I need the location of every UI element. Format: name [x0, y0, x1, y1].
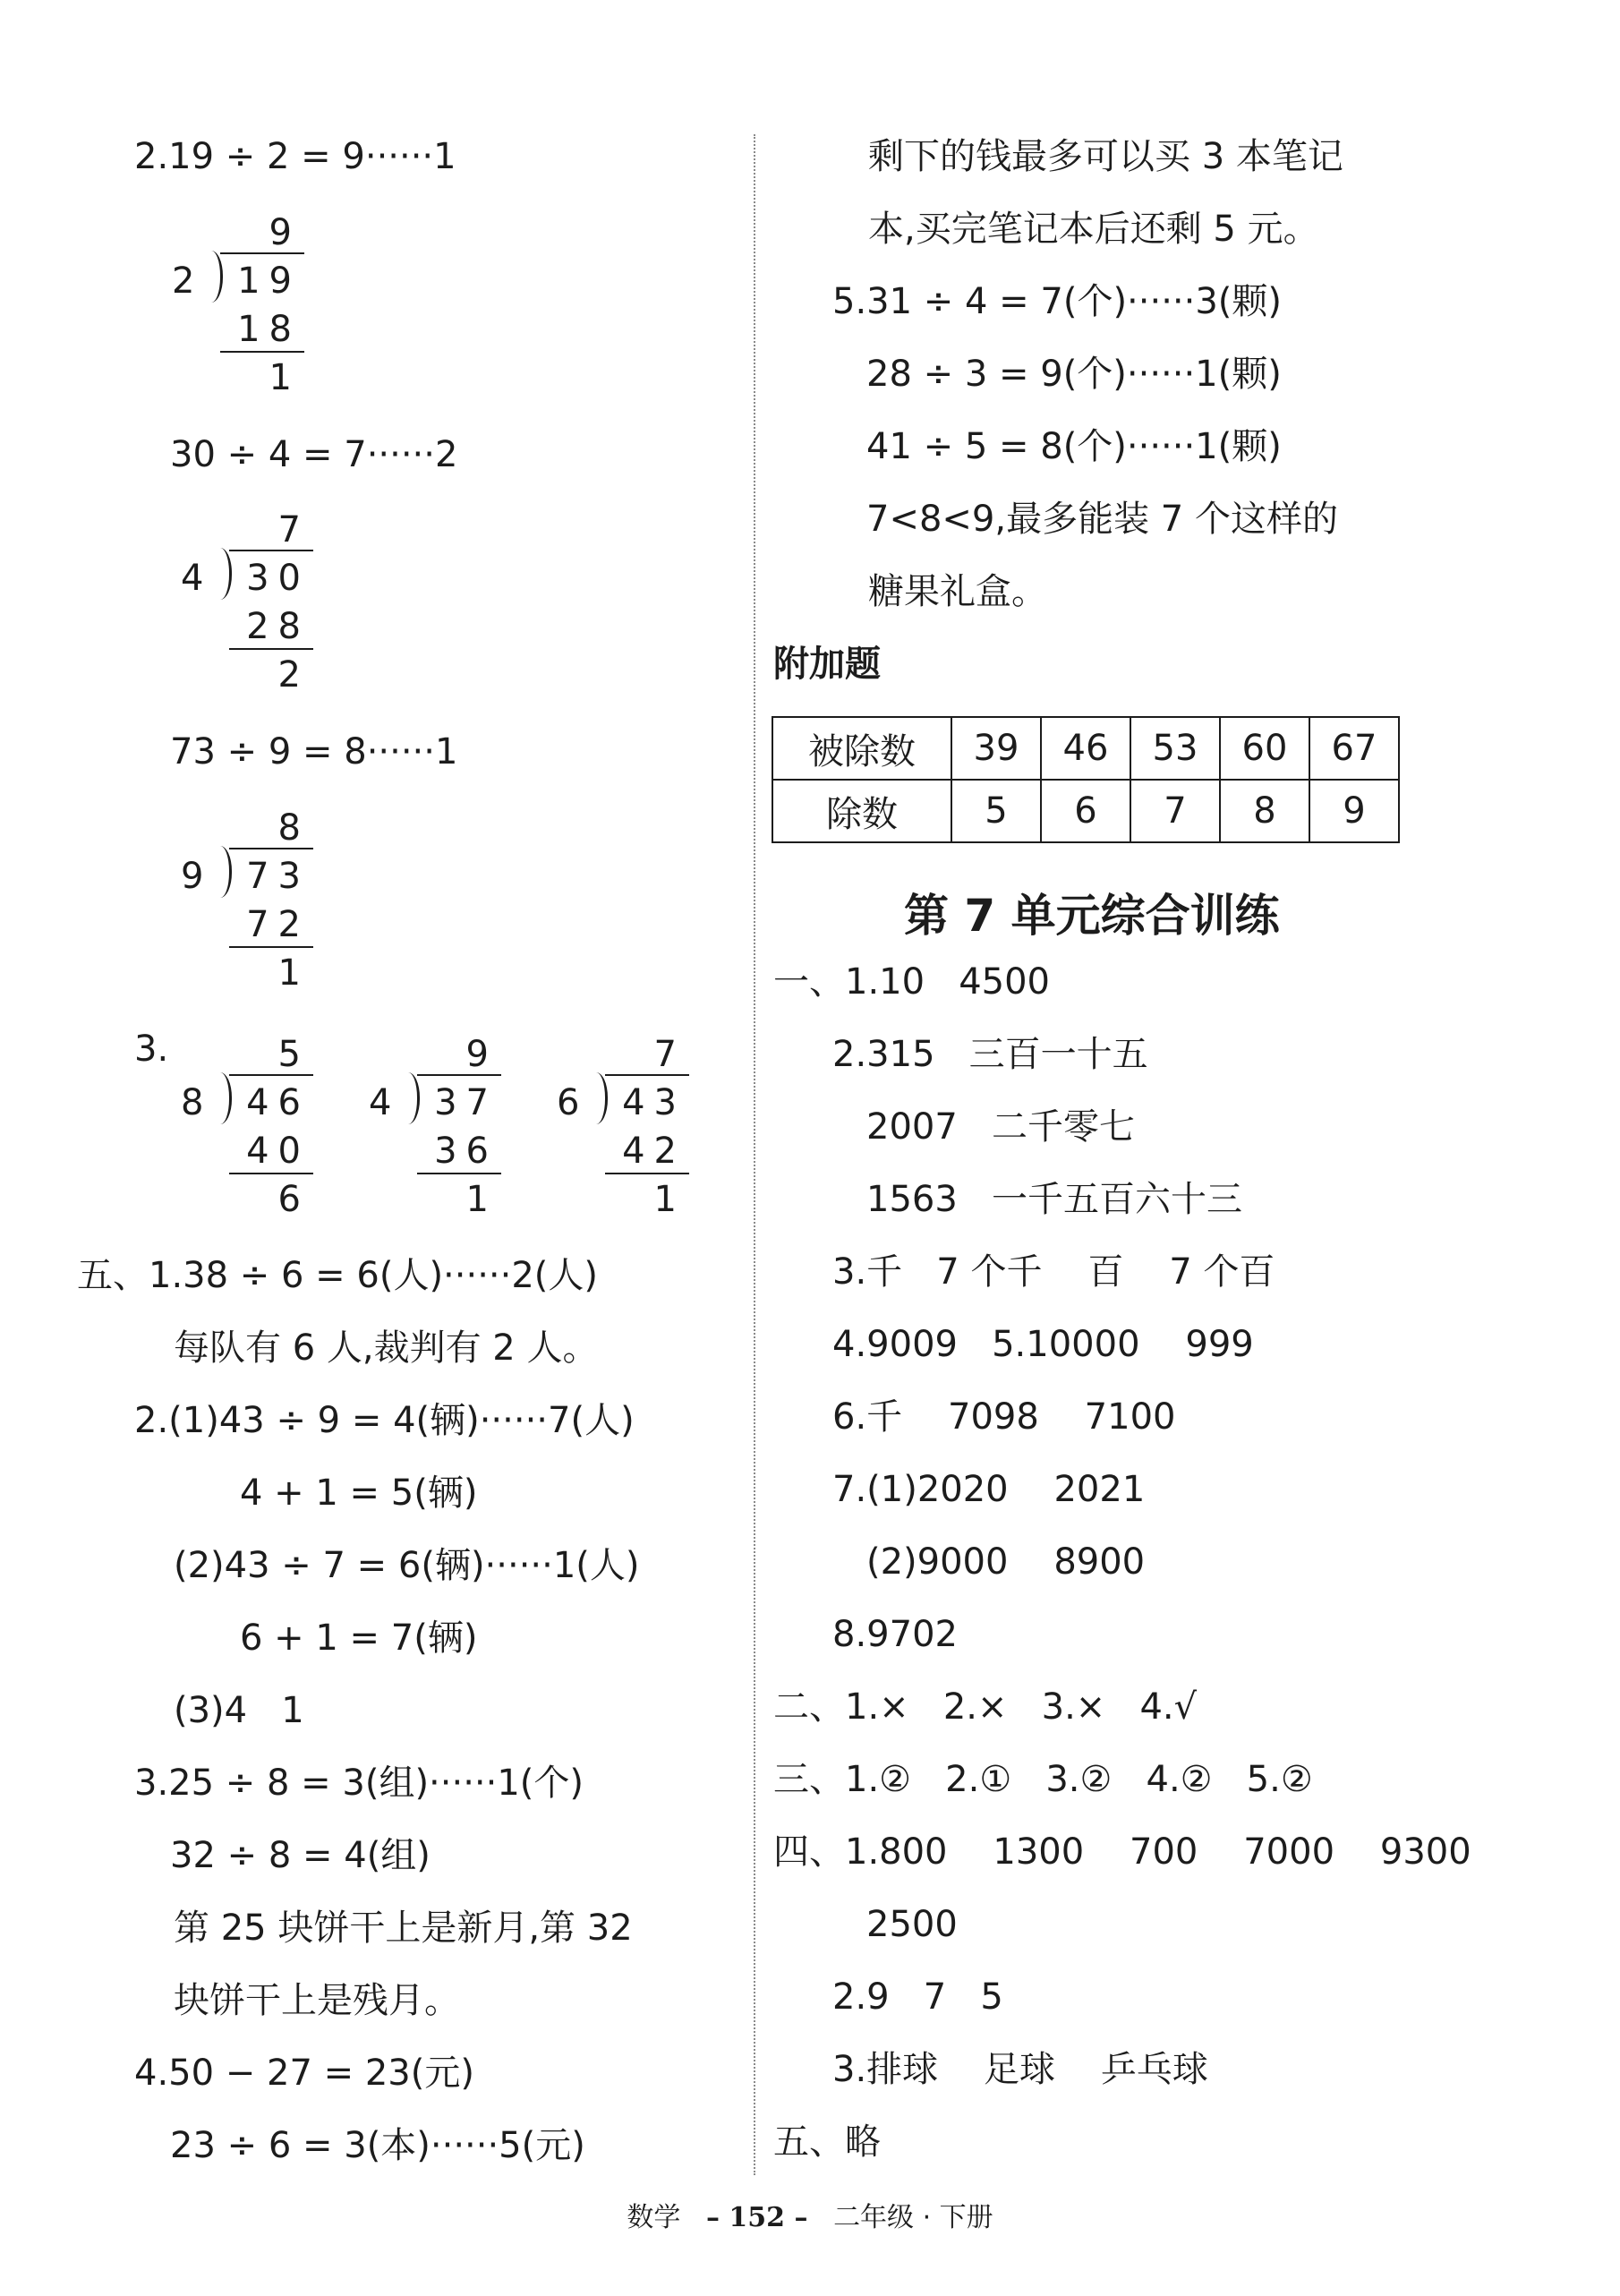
- answer-line: 3.千 7 个千 百 7 个百: [832, 1251, 1275, 1293]
- table-row-header: 被除数: [772, 717, 951, 780]
- division-bracket: [220, 1072, 232, 1124]
- division-bar: [605, 1074, 689, 1076]
- table-cell: 8: [1220, 780, 1309, 842]
- divisor: 4: [369, 1082, 401, 1123]
- answer-line: 6.千 7098 7100: [832, 1396, 1176, 1438]
- dividend: 46: [246, 1082, 310, 1123]
- division-bracket: [220, 548, 232, 600]
- answer-line: 每队有 6 人,裁判有 2 人。: [174, 1327, 599, 1369]
- answer-line: (2)9000 8900: [866, 1541, 1146, 1583]
- table-row-header: 除数: [772, 780, 951, 842]
- answer-line: 四、1.800 1300 700 7000 9300: [773, 1831, 1471, 1873]
- table-cell: 60: [1220, 717, 1309, 780]
- product: 72: [246, 904, 310, 945]
- answer-line: 2.315 三百一十五: [832, 1034, 1148, 1075]
- answer-line: 4 + 1 = 5(辆): [240, 1472, 478, 1514]
- division-bracket: [596, 1072, 608, 1124]
- division-bracket: [211, 251, 223, 303]
- answer-line: 32 ÷ 8 = 4(组): [170, 1835, 431, 1876]
- divisor: 4: [181, 558, 213, 599]
- answer-line: 5.31 ÷ 4 = 7(个)······3(颗): [832, 281, 1283, 322]
- long-division-46-by-8: [181, 1034, 313, 1220]
- answer-line: 块饼干上是残月。: [174, 1980, 460, 2021]
- answer-line: 1563 一千五百六十三: [866, 1179, 1242, 1220]
- answer-line: 剩下的钱最多可以买 3 本笔记: [868, 136, 1343, 177]
- table-row: [772, 780, 1399, 842]
- table-cell: 67: [1309, 717, 1399, 780]
- remainder: 1: [465, 1179, 498, 1220]
- answer-line: (3)4 1: [174, 1690, 304, 1731]
- table-cell: 53: [1130, 717, 1220, 780]
- table-cell: 39: [951, 717, 1041, 780]
- answer-line: 五、1.38 ÷ 6 = 6(人)······2(人): [77, 1255, 599, 1296]
- dividend: 73: [246, 856, 310, 897]
- product: 42: [622, 1131, 686, 1172]
- table-row: [772, 717, 1399, 780]
- answer-3-label: 3.: [134, 1029, 169, 1070]
- divisor: 9: [181, 856, 213, 897]
- equation-73-div-9: 73 ÷ 9 = 8······1: [170, 731, 458, 772]
- answer-2-line: 2.19 ÷ 2 = 9······1: [134, 136, 456, 177]
- dividend-divisor-table: [772, 716, 1400, 843]
- quotient: 7: [277, 509, 310, 551]
- footer-grade: 二年级 · 下册: [833, 2202, 993, 2233]
- division-bar: [220, 252, 304, 254]
- answer-line: 2007 二千零七: [866, 1106, 1135, 1148]
- answer-line: 二、1.× 2.× 3.× 4.√: [773, 1686, 1198, 1728]
- product: 28: [246, 606, 310, 647]
- dividend: 43: [622, 1082, 686, 1123]
- answer-line: 2.9 7 5: [832, 1976, 1003, 2018]
- long-division-73-by-9: [181, 807, 313, 994]
- answer-line: 28 ÷ 3 = 9(个)······1(颗): [866, 354, 1282, 395]
- divisor: 2: [172, 260, 204, 302]
- product: 18: [237, 309, 301, 350]
- subtraction-line: [220, 351, 304, 353]
- division-bracket: [220, 846, 232, 898]
- answer-line: 6 + 1 = 7(辆): [240, 1617, 478, 1659]
- subtraction-line: [229, 648, 313, 650]
- quotient: 9: [269, 212, 301, 253]
- answer-line: 7.(1)2020 2021: [832, 1469, 1146, 1510]
- long-division-37-by-4: [369, 1034, 501, 1220]
- answer-line: 本,买完笔记本后还剩 5 元。: [868, 209, 1319, 250]
- division-bar: [229, 848, 313, 849]
- table-cell: 46: [1041, 717, 1130, 780]
- table-cell: 5: [951, 780, 1041, 842]
- answer-line: 三、1.② 2.① 3.② 4.② 5.②: [773, 1759, 1313, 1800]
- answer-line: 4.9009 5.10000 999: [832, 1324, 1254, 1365]
- remainder: 6: [277, 1179, 310, 1220]
- divisor: 8: [181, 1082, 213, 1123]
- table-cell: 7: [1130, 780, 1220, 842]
- answer-line: 3.排球 足球 乒乓球: [832, 2049, 1208, 2090]
- quotient: 7: [653, 1034, 686, 1075]
- subtraction-line: [605, 1173, 689, 1174]
- table-cell: 9: [1309, 780, 1399, 842]
- bonus-section-title: 附加题: [773, 644, 881, 685]
- answer-line: 一、1.10 4500: [773, 961, 1051, 1003]
- answer-line: 7<8<9,最多能装 7 个这样的: [866, 499, 1338, 540]
- division-bar: [229, 1074, 313, 1076]
- product: 36: [434, 1131, 498, 1172]
- product: 40: [246, 1131, 310, 1172]
- long-division-19-by-2: [172, 212, 304, 398]
- quotient: 9: [465, 1034, 498, 1075]
- long-division-43-by-6: [557, 1034, 689, 1220]
- footer-subject: 数学: [627, 2202, 681, 2233]
- page-number: – 152 –: [705, 2202, 808, 2233]
- long-division-30-by-4: [181, 509, 313, 696]
- page-footer: [0, 2195, 1620, 2234]
- answer-line: 2500: [866, 1904, 958, 1945]
- column-divider: [754, 134, 755, 2175]
- answer-line: 4.50 − 27 = 23(元): [134, 2053, 474, 2094]
- dividend: 30: [246, 558, 310, 599]
- remainder: 1: [277, 952, 310, 994]
- division-bracket: [408, 1072, 420, 1124]
- subtraction-line: [417, 1173, 501, 1174]
- dividend: 37: [434, 1082, 498, 1123]
- answer-line: 41 ÷ 5 = 8(个)······1(颗): [866, 426, 1282, 467]
- answer-line: 3.25 ÷ 8 = 3(组)······1(个): [134, 1763, 584, 1804]
- answer-line: 8.9702: [832, 1614, 958, 1655]
- division-bar: [417, 1074, 501, 1076]
- table-cell: 6: [1041, 780, 1130, 842]
- answer-line: 五、略: [773, 2121, 881, 2163]
- subtraction-line: [229, 946, 313, 948]
- divisor: 6: [557, 1082, 589, 1123]
- answer-line: (2)43 ÷ 7 = 6(辆)······1(人): [174, 1545, 640, 1586]
- equation-30-div-4: 30 ÷ 4 = 7······2: [170, 434, 458, 475]
- answer-line: 糖果礼盒。: [868, 571, 1047, 612]
- unit-7-title: 第 7 单元综合训练: [904, 890, 1280, 942]
- subtraction-line: [229, 1173, 313, 1174]
- quotient: 8: [277, 807, 310, 849]
- quotient: 5: [277, 1034, 310, 1075]
- division-bar: [229, 550, 313, 551]
- remainder: 2: [277, 654, 310, 696]
- answer-line: 第 25 块饼干上是新月,第 32: [174, 1908, 633, 1949]
- answer-line: 23 ÷ 6 = 3(本)······5(元): [170, 2125, 585, 2166]
- dividend: 19: [237, 260, 301, 302]
- answer-line: 2.(1)43 ÷ 9 = 4(辆)······7(人): [134, 1400, 635, 1441]
- remainder: 1: [653, 1179, 686, 1220]
- remainder: 1: [269, 357, 301, 398]
